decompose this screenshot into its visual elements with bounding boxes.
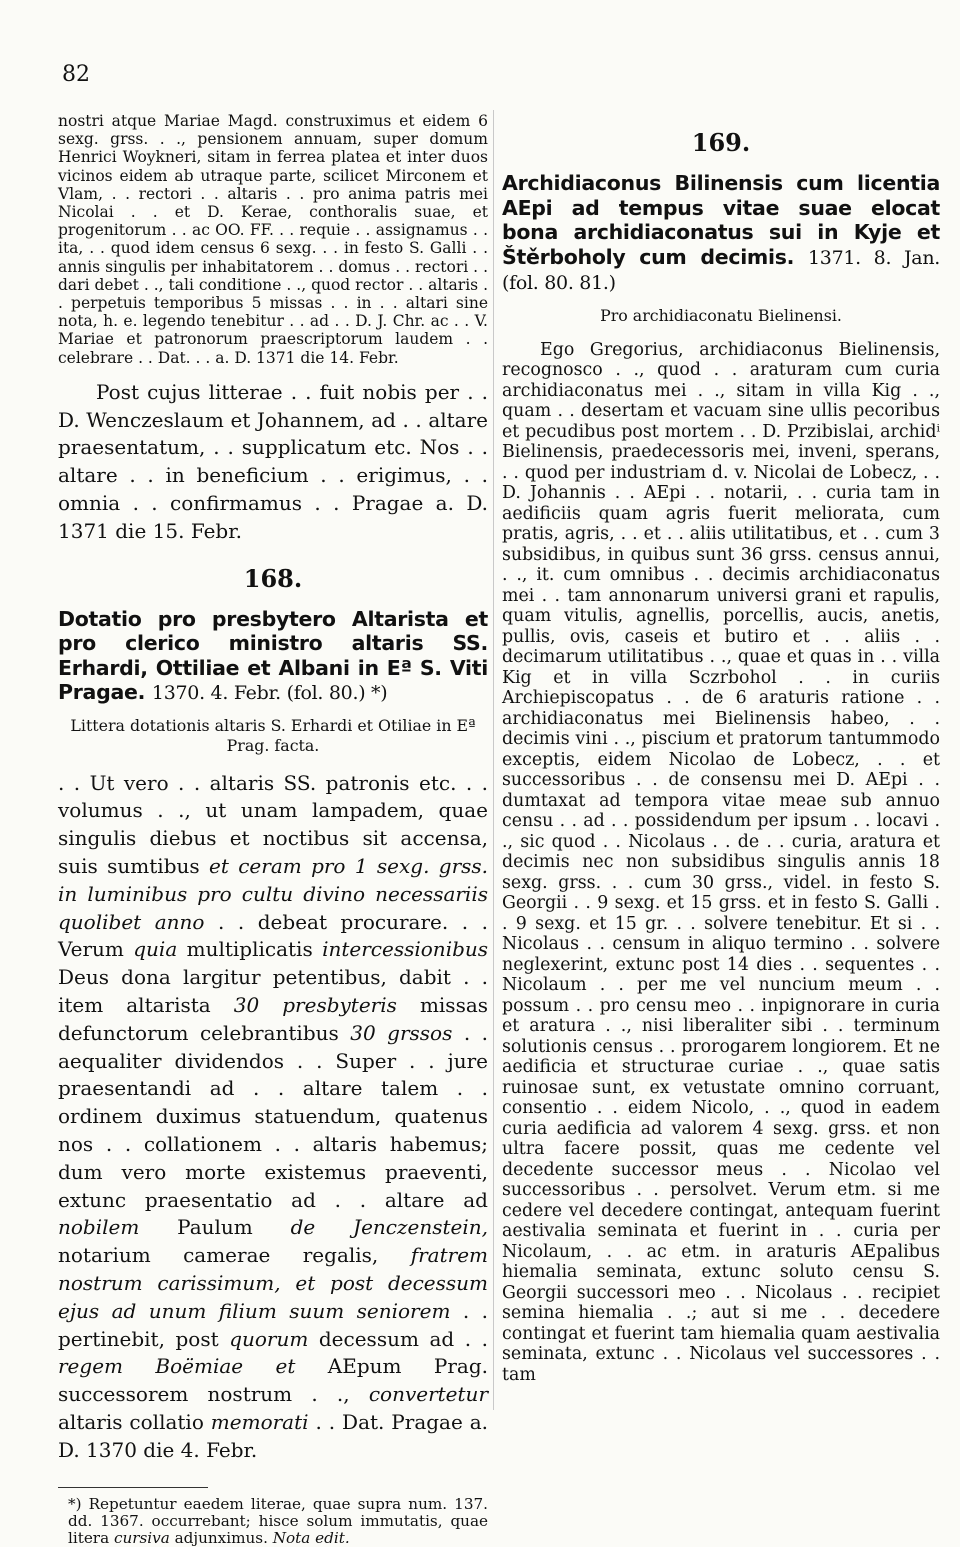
italic-run: fratrem nostrum carissimum, et post decessum ejus ad unum filium suum seniorem: [58, 1243, 489, 1323]
document-169-body: Ego Gregorius, archidiaconus Bielinensis, recognosco . ., quod . . araturam cum curia archidiaconatus mei . ., sitam in villa Kig . ., quam . . desertam et vacuam sine ullis pecoribus et pecudibus post mortem . . D. Przibislai, archidⁱ Bielinensis, praedecessoris mei, inveni, sperans, . . quod per industriam d. v. Nicolai de Lobecz, . . D. Johannis . . AEpi . . notarii, . . curia tam in aedificiis quam agris fuerit meliorata, cum pratis, agris, . . et . . aliis utilitatibus, et . . cum 3 subsidibus, in quibus sunt 36 grss. census annui, . ., it. cum omnibus . . decimis archidiaconatus mei . . tam annonarum universi grani et rapulis, quam vitulis, agnellis, porcellis, aucis, anetis, pullis, ovis, caseis et butiro et . . aliis . . decimarum utilitatibus . ., quae et quas in . . villa Kig et in villa Sczrbohol . . in curiis Archiepiscopatus . . de 6 araturis ratione . . archidiaconatus mei Bielinensis habeo, . . decimis vini . ., piscium et pratorum tantummodo exceptis, eidem Nicolao de Lobecz, . . et successoribus . . de consensu mei D. AEpi . . dumtaxat ad tempora vitae meae sub annuo censu . . ad . . possidendum per ipsum . . locavi . ., sic quod . . Nicolaus . . de . . curia, aratura et decimis nec non subsidibus singulis annis 18 sexg. grss. . . cum 30 grss., videl. in festo S. Georgii . . 9 sexg. et 15 grss. et in festo S. Galli . . 9 sexg. et 15 gr. . . solvere tenebitur. Et si . . Nicolaus . . censum in aliquo termino . . solvere neglexerint, extunc post 14 dies . . sequentes . . Nicolaum . . per me vel nuncium meum . . possum . . pro censu meo . . inpignorare in curia et aratura . ., nisi liberaliter sibi . . terminum solutionis census . . prorogarem longiorem. Et ne aedificia et structurae curiae . ., quae satis ruinosae sunt, ex vetustate omnino corruant, consentio . . eidem Nicolo, . ., quod in eadem curia aedificia ad valorem 4 sexg. grss. et non ultra facere possit, quas me cedente vel decedente successor meus . . Nicolao vel successoribus . . persolvet. Verum etm. si me cedere vel decedere contingat, antequam fuerint aestivalia seminata et fuerint in . . curia per Nicolaum, . . ac etm. in araturis AEpalibus hiemalia seminata, extunc soluto censu S. Georgii successori meo . . Nicolaus . . recipiet semina hiemalia . .; aut si me . . decedere contingat et fuerint tam hiemalia quam aestivalia seminata, extunc . . Nicolaus vel successores . . tam: [502, 339, 940, 1385]
document-169-title-text: Archidiaconus Bilinensis cum licentia AEpi ad tempus vitae suae elocat bona archidiaconatus sui in Kyje et Štěrboholy cum decimis.: [502, 171, 940, 269]
left-column: [58, 100, 488, 1547]
text-run: multiplicatis: [186, 937, 313, 962]
italic-run: 30 presbyteris: [233, 993, 397, 1017]
italic-run: memorati: [210, 1409, 309, 1434]
footnote: [58, 1496, 488, 1547]
right-column: [502, 100, 940, 1385]
italic-run: quia: [133, 937, 178, 962]
document-168-title-text: Dotatio pro presbytero Altarista et pro clerico ministro altaris SS. Erhardi, Ottiliae et Albani in Eª S. Viti Pragae.: [58, 606, 488, 705]
text-run: adjunximus.: [174, 1528, 268, 1547]
document-169-date: 1371. 8. Jan. (fol. 80. 81.): [502, 246, 941, 294]
document-167-post: Post cujus litterae . . fuit nobis per . . D. Wenczeslaum et Johannem, ad . . altare praesentatum, . . supplicatum etc. Nos . . altare . . in beneficium . . erigimus, . . omnia . . confirmamus . . Pragae a. D. 1371 die 15. Febr.: [58, 379, 488, 543]
italic-run: intercessionibus: [322, 937, 489, 962]
document-169-subtitle: Pro archidiaconatu Bielinensi.: [600, 305, 842, 325]
italic-run: et ceram pro 1 sexg. grss. in luminibus pro cultu divino necessariis quolibet anno: [58, 854, 489, 934]
column-divider: [493, 110, 494, 1410]
document-168-date: 1370. 4. Febr. (fol. 80.) *): [151, 682, 388, 705]
text-run: . . aequaliter dividendos . . Super . . jure praesentandi ad . . altare talem . . ordinem duximus statuendum, quatenus nos . . collationem . . altaris habemus; dum vero morte existemus praeventi, extunc praesentatio ad . . altare ad: [58, 1020, 489, 1212]
document-168-body: [58, 770, 488, 1465]
italic-run: nobilem: [58, 1215, 140, 1240]
text-run: *) Repetuntur eaedem literae, quae supra num. 137. dd. 1367. occurrebant; hisce solum immutatis, quae litera: [68, 1494, 488, 1547]
text-run: . . Dat. Pragae a. D. 1370 die 4. Febr.: [58, 1409, 489, 1462]
text-run: . . pertinebit, post: [58, 1298, 489, 1351]
document-167-conclusion: nostri atque Mariae Magd. construximus et eidem 6 sexg. grss. . ., pensionem annuam, super domum Henrici Woykneri, sitam in ferrea platea et inter duos vicinos eidem ab utraque parte, scilicet Mirconem et Vlam, . . rectori . . altaris . . pro anima patris mei Nicolai . . et D. Kerae, conthoralis suae, et progenitorum . . ac OO. FF. . . requie . . assignamus . . ita, . . quod idem census 6 sexg. . . in festo S. Galli . . annis singulis per inhabitatorem . . domus . . rectori . . dari debet . ., tali conditione . ., quod rector . . altaris . . perpetuis temporibus 5 missas . . in . . altari sine nota, h. e. legendo tenebitur . . ad . . D. J. Chr. ac . . V. Mariae et patronorum praescriptorum laudem . . celebrare . . Dat. . . a. D. 1371 die 14. Febr.: [58, 112, 488, 367]
italic-run: cursiva: [113, 1528, 170, 1547]
page-number: 82: [62, 62, 90, 87]
document-169-number: 169.: [691, 128, 751, 157]
text-run: decessum ad . .: [318, 1326, 488, 1351]
document-168-title: [58, 607, 488, 706]
text-run: Deus dona largitur petentibus, dabit . . item altarista: [58, 965, 488, 1017]
text-run: . . Ut vero . . altaris SS. patronis etc. . . volumus . ., ut unam lampadem, quae singulis diebus et noctibus sit accensa, suis sumtibus: [58, 770, 488, 879]
document-169-title: [502, 171, 940, 296]
text-run: Paulum: [177, 1215, 253, 1240]
italic-run: Nota edit.: [272, 1528, 350, 1547]
text-run: missas defunctorum celebrantibus: [58, 993, 489, 1045]
footnote-rule: [58, 1487, 208, 1488]
italic-run: de Jenczenstein,: [290, 1215, 489, 1240]
italic-run: 30 grssos: [350, 1020, 453, 1045]
text-run: . . debeat procurare. . . Verum: [58, 909, 489, 962]
document-168-number: 168.: [243, 563, 303, 593]
text-run: notarium camerae regalis,: [58, 1243, 379, 1268]
italic-run: convertetur: [368, 1382, 488, 1407]
italic-run: regem Boëmiae et: [58, 1354, 296, 1379]
italic-run: quorum: [229, 1326, 309, 1351]
document-168-subtitle: Littera dotationis altaris S. Erhardi et Otiliae in Eª Prag. facta.: [70, 715, 476, 755]
text-run: altaris collatio: [58, 1409, 204, 1434]
text-run: AEpum Prag. successorem nostrum . .,: [58, 1354, 488, 1407]
